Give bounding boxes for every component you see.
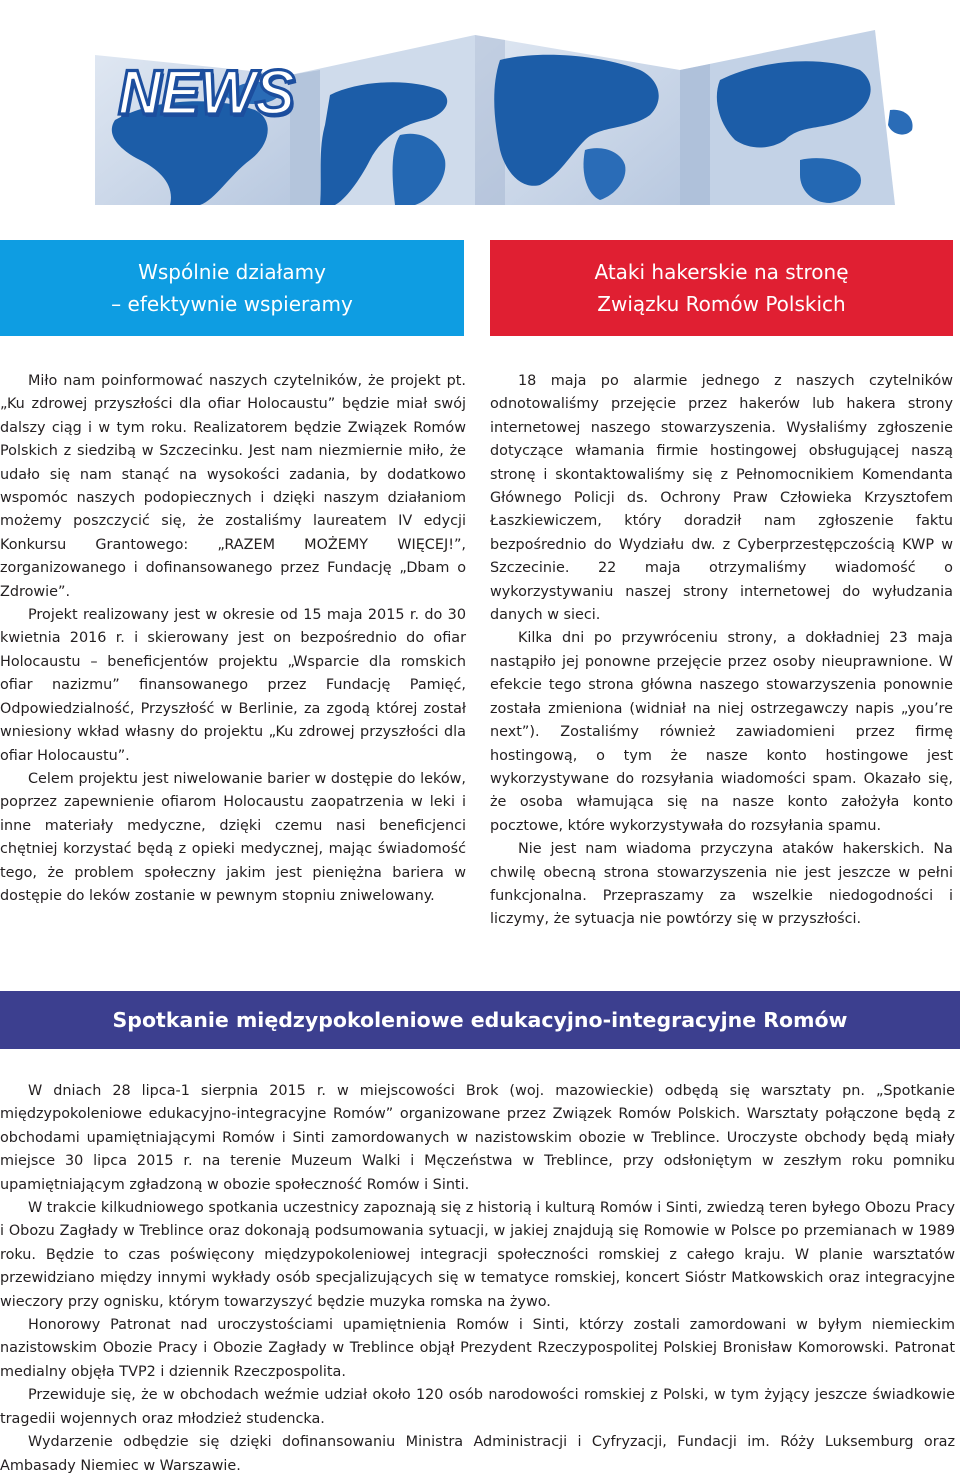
header-banner bbox=[0, 0, 960, 205]
bottom-headline-banner bbox=[0, 991, 960, 1049]
left-headline-box bbox=[0, 240, 464, 336]
right-headline-box bbox=[490, 240, 953, 336]
bottom-paragraph: W trakcie kilkudniowego spotkania uczestnicy zapoznają się z historią i kulturą Romów i Sinti, zwiedzą teren byłego Obozu Pracy i Obozu Zagłady w Treblince oraz dokonają podsumowania sytuacji, w jakiej znajdują się Romowie w Polsce po przemianach w 1989 roku. Będzie to czas poświęcony międzypokoleniowej integracji społeczności romskiej z całego kraju. W planie warsztatów przewidziano między innymi wykłady osób specjalizujących się w tematyce romskiej, koncert Sióstr Matkowskich oraz integracyjne wieczory przy ognisku, którym towarzyszyć będzie muzyka romska na żywo. bbox=[0, 1200, 955, 1310]
left-paragraph: Projekt realizowany jest w okresie od 15 maja 2015 r. do 30 kwietnia 2016 r. i skierowany jest on bezpośrednio do ofiar Holocaustu – beneficjentów projektu „Wsparcie dla romskich ofiar nazizmu” finansowanego przez Fundację Pamięć, Odpowiedzialność, Przyszłość w Berlinie, za zgodą której został wniesiony wkład własny do projektu „Ku zdrowej przyszłości dla ofiar Holocaustu”. bbox=[0, 607, 466, 764]
news-title: NEWS bbox=[118, 57, 294, 128]
right-headline-line1: Ataki hakerskie na stronę bbox=[594, 260, 849, 284]
bottom-paragraph: Wydarzenie odbędzie się dzięki dofinansowaniu Ministra Administracji i Cyfryzacji, Fundacji im. Róży Luksemburg oraz Ambasady Niemiec w Warszawie. bbox=[0, 1434, 955, 1474]
bottom-paragraph: Honorowy Patronat nad uroczystościami upamiętnienia Romów i Sinti, którzy zostali zamordowani w byłym niemieckim nazistowskim Obozie Pracy i Obozie Zagłady w Treblince objął Prezydent Rzeczypospolitej Polskiej Bronisław Komorowski. Patronat medialny objęła TVP2 i dziennik Rzeczpospolita. bbox=[0, 1317, 955, 1380]
left-article-body bbox=[0, 370, 466, 908]
left-paragraph: Miło nam poinformować naszych czytelników, że projekt pt. „Ku zdrowej przyszłości dla ofiar Holocaustu” będzie miał swój dalszy ciąg i w tym roku. Realizatorem będzie Związek Romów Polskich z siedzibą w Szczecinku. Jest nam niezmiernie miło, że udało się nam stanąć na wysokości zadania, by dodatkowo wspomóc naszych podopiecznych i dzięki naszym działaniom możemy poszczycić się, że zostaliśmy laureatem IV edycji Konkursu Grantowego: „RAZEM MOŻEMY WIĘCEJ!”, zorganizowanego i dofinansowanego przez Fundację „Dbam o Zdrowie”. bbox=[0, 373, 466, 600]
bottom-headline: Spotkanie międzypokoleniowe edukacyjno-integracyjne Romów bbox=[112, 1008, 848, 1032]
bottom-paragraph: W dniach 28 lipca-1 sierpnia 2015 r. w miejscowości Brok (woj. mazowieckie) odbędą się warsztaty pn. „Spotkanie międzypokoleniowe edukacyjno-integracyjne Romów” organizowane przez Związek Romów Polskich. Warsztaty połączone będą z obchodami upamiętniającymi Romów i Sinti zamordowanych w nazistowskim obozie w Treblince. Uroczyste obchody będą miały miejsce 30 lipca 2015 r. na terenie Muzeum Walki i Męczeństwa w Treblince, przy odsłoniętym w zeszłym roku pomniku upamiętniającym zgładzoną w obozie społeczność Romów i Sinti. bbox=[0, 1083, 955, 1193]
left-headline-line2: – efektywnie wspieramy bbox=[111, 292, 353, 316]
left-headline-line1: Wspólnie działamy bbox=[138, 260, 326, 284]
right-paragraph: Nie jest nam wiadoma przyczyna ataków hakerskich. Na chwilę obecną strona stowarzyszenia nie jest jeszcze w pełni funkcjonalna. Przepraszamy za wszelkie niedogodności i liczymy, że sytuacja nie powtórzy się w przyszłości. bbox=[490, 841, 953, 928]
right-paragraph: Kilka dni po przywróceniu strony, a dokładniej 23 maja nastąpiło jej ponowne przejęcie przez osoby nieuprawnione. W efekcie tego strona główna naszego stowarzyszenia ponownie została zmieniona (widniał na niej ostrzegawczy napis „you’re next”). Zostaliśmy również zawiadomieni przez firmę hostingową, o tym że nasze konto hostingowe jest wykorzystywane do rozsyłania wiadomości spam. Okazało się, że osoba włamująca się na nasze konto założyła konto pocztowe, które wykorzystywała do rozsyłania spamu. bbox=[490, 630, 953, 834]
right-paragraph: 18 maja po alarmie jednego z naszych czytelników odnotowaliśmy przejęcie przez hakerów lub hakera strony internetowej naszego stowarzyszenia. Wysłaliśmy zgłoszenie dotyczące włamania firmie hostingowej obsługującej naszą stronę i skontaktowaliśmy się z Pełnomocnikiem Komendanta Głównego Policji ds. Ochrony Praw Człowieka Krzysztofem Łaszkiewiczem, który doradził nam zgłoszenie faktu bezpośrednio do Wydziału dw. z Cyberprzestępczością KWP w Szczecinie. 22 maja otrzymaliśmy wiadomość o wykorzystywaniu naszej strony internetowej do wyłudzania danych w sieci. bbox=[490, 373, 953, 624]
left-paragraph: Celem projektu jest niwelowanie barier w dostępie do leków, poprzez zapewnienie ofiarom Holocaustu zaopatrzenia w leki i inne materiały medyczne, dzięki czemu nasi beneficjenci chętniej korzystać będą z opieki medycznej, mając świadomość tego, że problem społeczny jakim jest pieniężna bariera w dostępie do leków zostanie w pewnym stopniu zniwelowany. bbox=[0, 770, 466, 904]
right-headline-line2: Związku Romów Polskich bbox=[597, 292, 846, 316]
right-article-body bbox=[490, 370, 953, 932]
bottom-paragraph: Przewiduje się, że w obchodach weźmie udział około 120 osób narodowości romskiej z Polski, w tym żyjący jeszcze świadkowie tragedii wojennych oraz młodzież studencka. bbox=[0, 1387, 955, 1427]
bottom-article-body bbox=[0, 1080, 955, 1478]
